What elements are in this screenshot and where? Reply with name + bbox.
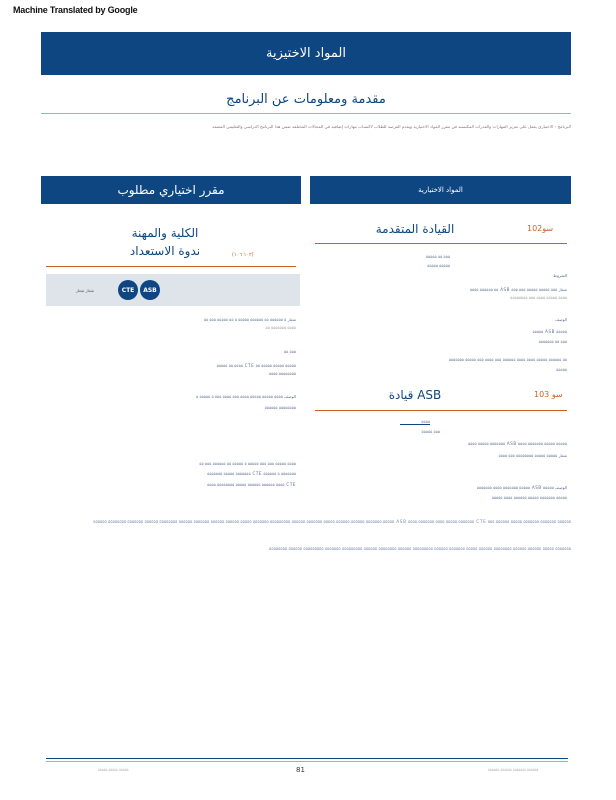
intro-paragraph: البرنامج - الاختياري يعمل على تعزيز المهارات والقدرات المكتسبة في مقرر المواد الاختيارية ويقدم الفرصة للطلاب لاكتساب مهارات إضافية في المجالات المختلفة ضمن هذا البرنامج الدراسي والتعليمي المعتمد [212,124,571,129]
footer-rule-thin [46,761,568,762]
cte-logo-icon: CTE [118,280,138,300]
footer-right-text: ٥٥٥٥٥٥ ٥٥٥٥٥٥٥ ٥٥٥٥٥٥ ٥٥٥٥٥٥ [488,768,539,772]
right-block-6: الوصف [555,317,567,322]
left-block-5: ٥٥٥٥٥٥٥٥ ٥٥٥٥ [268,371,296,376]
course-title-asb-leadership: قيادة ASB [388,388,442,402]
bottom-paragraph-2: ٥٥٥٥٥٥٥ ٥٥٥٥٥ ٥٥٥٥٥٥ ٥٥٥٥٥٥ ٥٥٥٥٥٥٥٥ ٥٥٥٥٥٥ ٥٥٥٥٥ ٥٥٥٥٥٥٥ ٥٥٥٥٥٥ ٥٥٥٥٥٥٥٥٥ ٥٥٥٥٥٥ ٥٥٥٥٥٥٥٥ ٥٥٥٥٥٥ ٥٥٥٥٥٥٥٥٥ ٥٥٥٥٥٥٥ ٥٥٥٥٥٥٥٥٥ ٥٥٥٥٥٥ ٥٥٥٥٥٥٥٥ [269,546,571,551]
right-block-9: ٥٥ ٥٥٥٥٥٥ ٥٥٥٥٥ ٥٥٥٥ ٥٥٥٥ ٥٥٥٥٥٥ ٥٥٥ ٥٥٥٥ ٥٥٥ ٥٥٥٥٥ ٥٥٥٥٥٥٥ [448,357,567,362]
course-title-line1: الكلية والمهنة [131,226,199,240]
left-block-1: شعار ٥ ٥٥٥٥٥٥ ٥٥ ٥٥٥٥٥٥ ٥٥٥٥٥ ٥ ٥٥ ٥٥٥٥٥ ٥٥٥ ٥٥ [203,317,296,322]
left-block-9: ٥٥٥٥٥٥٥ ٥ ٥٥٥٥٥٥ CTE ٥٥٥٥٥٥٥ ٥٥٥٥٥ ٥٥٥٥٥٥٥ [207,471,296,476]
left-block-4: ٥٥٥٥٥ ٥٥٥٥٥ ٥٥٥٥٥ ٥٥ CTE ٥٥٥٥ ٥٥ ٥٥٥٥٥ [216,363,296,368]
left-block-3: ٥٥٥ ٥٥ [283,349,296,354]
right-block-4: شعار ٥٥٥ ٥٥٥٥٥ ٥٥٥٥٥ ٥٥٥ ٥٥٥ ASB ٥٥ ٥٥٥٥٥٥ ٥٥٥٥ [469,287,567,292]
right-block-5: ٥٥٥٥ ٥٥٥٥٥ ٥٥٥٥ ٥٥٥ ٥٥٥٥٥٥٥٥ [510,295,567,300]
course-divider-103 [315,410,567,411]
right-block-7: ٥٥٥٥٥ ASB ٥٥٥٥٥ [532,329,567,334]
left-block-2: ٥٥٥٥ ٥٥٥٥٥٥٥ ٥٥ [265,325,296,330]
electives-header: المواد الاختيارية [310,176,571,204]
footer-rule [46,758,568,759]
right2-block-6: ٥٥٥٥٥ ٥٥٥٥٥٥٥ ٥٥٥٥٥ ٥٥٥٥٥٥ ٥٥٥٥ ٥٥٥٥٥ [491,495,567,500]
machine-translated-watermark: Machine Translated by Google [13,5,138,15]
course-title-advanced-leadership: القيادة المتقدمة [375,222,455,236]
left-block-6: الوصف ٥٥٥٥ ٥٥٥٥٥ ٥٥٥٥٥ ٥٥٥٥ ٥٥٥ ٥٥٥٥ ٥٥٥ ٥ ٥٥٥٥٥ ٥ [196,394,296,399]
right2-block-2: ٥٥٥ ٥٥٥٥٥ [421,429,440,434]
right-block-1: ٥٥٥ ٥٥ ٥٥٥٥٥ [425,254,450,259]
right-block-2: ٥٥٥٥٥ ٥٥٥٥٥ [427,263,450,268]
course-title-line2: ندوة الاستعداد [129,244,201,258]
course-title-college-career [80,224,250,260]
intro-heading: مقدمة ومعلومات عن البرنامج [226,92,386,107]
required-elective-header: مقرر اختياري مطلوب [41,176,301,204]
asb-logo-icon: ASB [140,280,160,300]
right2-block-3: ٥٥٥٥٥ ٥٥٥٥٥ ٥٥٥٥٥٥٥ ٥٥٥٥ ASB ٥٥٥٥٥٥٥ ٥٥٥٥٥ ٥٥٥٥ [468,441,567,446]
left-block-10: CTE ٥٥٥٥ ٥٥٥٥٥٥ ٥٥٥٥٥٥ ٥٥٥٥٥ ٥٥٥٥٥٥٥٥ ٥٥٥٥ [207,482,296,487]
course-code-102: سو102 [527,224,554,233]
right-block-10: ٥٥٥٥٥ [556,367,567,372]
left-block-8: ٥٥٥٥ ٥٥٥٥٥ ٥٥٥ ٥٥٥ ٥٥٥٥٥ ٥ ٥٥٥٥٥ ٥٥ ٥٥٥٥٥٥ ٥٥٥ ٥٥ [199,461,296,466]
bottom-paragraph-1: ٥٥٥٥٥٥ ٥٥٥٥٥٥٥ ٥٥٥٥٥٥٥ ٥٥٥٥٥ ٥٥٥٥٥٥ ٥٥٥ CTE ٥٥٥٥٥٥٥ ٥٥٥٥٥ ٥٥٥٥ ٥٥٥٥٥٥٥ ٥٥٥٥ ASB ٥٥٥٥٥ ٥٥٥٥٥٥٥ ٥٥٥٥٥٥ ٥٥٥٥٥٥ ٥٥٥٥٥ ٥٥٥٥٥٥٥ ٥٥٥٥٥٥ ٥٥٥٥٥٥٥٥٥ ٥٥٥٥٥٥٥ ٥٥٥٥٥ ٥٥٥٥٥٥ ٥٥٥٥٥٥ ٥٥٥٥٥٥٥ ٥٥٥٥٥٥ ٥٥٥٥٥٥٥٥ ٥٥٥٥٥٥ ٥٥٥٥٥٥٥ ٥٥٥٥٥٥٥٥ ٥٥٥٥٥٥ [93,519,571,524]
course-code: (١٠٢ ١٠٦) [232,252,254,258]
course-divider-102 [315,243,567,244]
right-block-8: ٥٥٥ ٥٥ ٥٥٥٥٥٥٥ [538,339,567,344]
right2-block-4: شعار ٥٥٥٥٥ ٥٥٥٥٥ ٥٥٥٥٥٥٥٥ ٥٥٥ ٥٥٥٥ [498,453,567,458]
course-divider [46,266,296,267]
page-number: 81 [296,766,305,774]
course-code-103: 103 سو [534,390,563,399]
page-banner-title: المواد الاختيزية [41,32,571,75]
right-block-3: الشروط [553,273,567,278]
logo-caption: شعار شعار [75,288,94,293]
footer-left-text: ٥٥٥٥٥ ٥٥٥٥٥ ٥٥٥٥٥ [98,768,129,772]
intro-divider [41,113,571,114]
right2-block-1: ٥٥٥٥ [421,419,430,424]
right2-block-5: الوصف ٥٥٥٥٥ ASB ٥٥٥٥٥ ٥٥٥٥٥٥٥ ٥٥٥٥ ٥٥٥٥٥٥٥ [476,485,567,490]
left-block-7: ٥٥٥٥٥٥٥٥ ٥٥٥٥٥٥ [264,405,296,410]
